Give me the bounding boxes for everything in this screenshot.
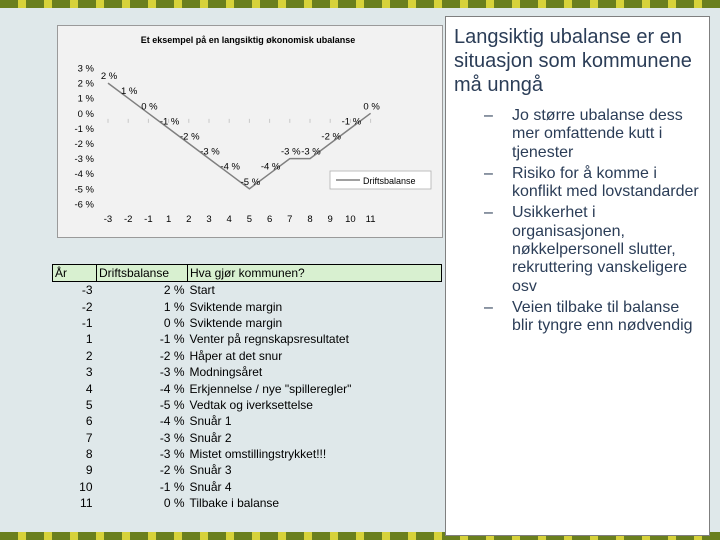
cell-action: Vedtak og iverksettelse bbox=[189, 397, 313, 412]
cell-year: 6 bbox=[85, 414, 93, 429]
reference-marks bbox=[108, 119, 371, 123]
y-tick-label: -4 % bbox=[74, 169, 94, 181]
table-row bbox=[53, 298, 442, 314]
y-tick-label: 0 % bbox=[77, 108, 94, 120]
cell-action: Snuår 1 bbox=[189, 414, 232, 429]
chart-title: Et eksempel på en langsiktig økonomisk ubalanse bbox=[140, 35, 356, 45]
legend-label: Driftsbalanse bbox=[363, 176, 416, 186]
data-labels bbox=[101, 71, 381, 188]
cell-value: -2 % bbox=[159, 348, 185, 363]
x-axis bbox=[104, 214, 376, 225]
x-tick-label: 11 bbox=[365, 214, 376, 225]
data-label: -4 % bbox=[260, 161, 281, 173]
x-tick-label: -3 bbox=[103, 214, 113, 225]
data-label: -3 % bbox=[200, 146, 220, 158]
table-row bbox=[53, 397, 442, 413]
data-label: -4 % bbox=[220, 161, 240, 173]
bullet-dash: – bbox=[484, 164, 493, 182]
x-tick-label: 10 bbox=[345, 214, 356, 225]
x-tick-label: 1 bbox=[165, 214, 172, 225]
header-year: År bbox=[53, 265, 97, 282]
bullet-item bbox=[454, 107, 701, 162]
data-label: -2 % bbox=[180, 131, 200, 143]
cell-action: Snuår 3 bbox=[189, 463, 232, 478]
bullet-dash: – bbox=[484, 298, 493, 316]
table-row bbox=[53, 479, 442, 495]
table-row bbox=[53, 282, 442, 299]
table-row bbox=[53, 315, 442, 331]
data-label: 2 % bbox=[100, 71, 118, 83]
cell-year: -3 bbox=[81, 283, 93, 298]
y-tick-label: -3 % bbox=[74, 154, 94, 166]
cell-year: 5 bbox=[85, 397, 93, 412]
x-tick-label: 3 bbox=[206, 214, 212, 225]
bullet-item bbox=[454, 165, 701, 202]
y-tick-label: 1 % bbox=[77, 93, 94, 105]
table-row bbox=[53, 446, 442, 462]
data-label: -3 % bbox=[281, 146, 301, 158]
cell-value: -3 % bbox=[159, 365, 185, 380]
table-row bbox=[53, 462, 442, 478]
table-row bbox=[53, 430, 442, 446]
line-chart bbox=[58, 26, 442, 237]
data-label: -1 % bbox=[159, 116, 180, 128]
cell-value: -2 % bbox=[159, 463, 185, 478]
header-action: Hva gjør kommunen? bbox=[188, 265, 442, 282]
chart-container bbox=[57, 25, 443, 238]
text-panel bbox=[445, 16, 710, 536]
legend bbox=[330, 171, 431, 189]
x-tick-label: -2 bbox=[123, 214, 133, 225]
y-tick-label: -5 % bbox=[74, 184, 94, 196]
data-label: 0 % bbox=[141, 101, 158, 113]
table-row bbox=[53, 413, 442, 429]
data-label: -3 % bbox=[301, 146, 321, 158]
cell-year: 3 bbox=[85, 365, 93, 380]
cell-value: 0 % bbox=[163, 315, 185, 330]
cell-year: 11 bbox=[80, 496, 93, 511]
x-tick-label: 2 bbox=[186, 214, 192, 225]
bullet-list bbox=[454, 107, 701, 336]
table-row bbox=[53, 348, 442, 364]
y-tick-label: -6 % bbox=[74, 199, 94, 211]
cell-value: -4 % bbox=[159, 414, 185, 429]
y-tick-label: -2 % bbox=[74, 139, 94, 150]
cell-year: -2 bbox=[81, 299, 93, 314]
cell-action: Snuår 4 bbox=[189, 479, 232, 494]
table-row bbox=[53, 364, 442, 380]
bullet-item bbox=[454, 204, 701, 295]
cell-year: 2 bbox=[85, 348, 93, 363]
cell-value: -1 % bbox=[159, 479, 185, 494]
table-row bbox=[53, 380, 442, 396]
cell-value: -4 % bbox=[159, 381, 185, 396]
y-tick-label: 2 % bbox=[77, 78, 94, 90]
panel-title: Langsiktig ubalanse er en situasjon som kommunene må unngå bbox=[454, 26, 692, 96]
cell-year: -1 bbox=[81, 315, 93, 330]
cell-year: 7 bbox=[85, 430, 93, 445]
header-value: Driftsbalanse bbox=[97, 265, 188, 282]
cell-action: Start bbox=[189, 283, 215, 298]
cell-year: 8 bbox=[85, 447, 93, 462]
x-tick-label: 6 bbox=[266, 214, 273, 225]
table-body bbox=[53, 282, 442, 512]
cell-value: 1 % bbox=[163, 299, 185, 314]
data-label: 0 % bbox=[363, 101, 380, 113]
data-label: 1 % bbox=[121, 86, 138, 98]
cell-value: 0 % bbox=[163, 496, 185, 511]
cell-action: Håper at det snur bbox=[189, 348, 283, 363]
table-row bbox=[53, 495, 442, 511]
cell-action: Mistet omstillingstrykket!!! bbox=[189, 447, 327, 462]
cell-year: 1 bbox=[85, 332, 93, 347]
bullet-text: Jo større ubalanse dess mer omfattende kutt i tjenester bbox=[512, 107, 683, 161]
data-label: -2 % bbox=[321, 131, 341, 143]
cell-value: -3 % bbox=[159, 447, 185, 462]
bullet-dash: – bbox=[484, 107, 493, 124]
cell-value: 2 % bbox=[163, 283, 185, 298]
y-tick-label: 3 % bbox=[77, 63, 94, 75]
x-tick-label: -1 bbox=[144, 214, 153, 225]
bullet-text: Veien tilbake til balanse blir tyngre enn nødvendig bbox=[512, 298, 693, 335]
cell-action: Erkjennelse / nye "spilleregler" bbox=[189, 381, 352, 396]
y-axis bbox=[74, 64, 94, 211]
table-header-row bbox=[53, 265, 442, 282]
cell-value: -1 % bbox=[159, 332, 185, 347]
cell-action: Sviktende margin bbox=[189, 299, 283, 314]
cell-action: Tilbake i balanse bbox=[189, 496, 280, 511]
y-tick-label: -1 % bbox=[74, 123, 94, 135]
cell-action: Venter på regnskapsresultatet bbox=[189, 332, 349, 347]
data-table bbox=[52, 264, 442, 511]
bullet-text: Risiko for å komme i konflikt med lovstandarder bbox=[512, 164, 699, 201]
cell-year: 9 bbox=[85, 463, 93, 478]
x-tick-label: 7 bbox=[287, 214, 293, 225]
bullet-text: Usikkerhet i organisasjonen, nøkkelpersonell slutter, rekruttering vanskeligere osv bbox=[512, 204, 688, 295]
data-label: -5 % bbox=[240, 176, 261, 188]
cell-value: -5 % bbox=[159, 397, 185, 412]
table-row bbox=[53, 331, 442, 347]
x-tick-label: 9 bbox=[327, 214, 333, 225]
cell-action: Snuår 2 bbox=[189, 430, 232, 445]
x-tick-label: 8 bbox=[307, 214, 313, 225]
x-tick-label: 5 bbox=[246, 214, 253, 225]
cell-action: Modningsåret bbox=[189, 365, 263, 380]
cell-action: Sviktende margin bbox=[189, 315, 283, 330]
data-label: -1 % bbox=[341, 116, 362, 128]
bullet-dash: – bbox=[484, 204, 493, 222]
cell-value: -3 % bbox=[159, 430, 185, 445]
x-tick-label: 4 bbox=[226, 214, 232, 225]
bullet-item bbox=[454, 299, 701, 336]
cell-year: 10 bbox=[79, 479, 93, 494]
cell-year: 4 bbox=[85, 381, 93, 396]
top-stripe bbox=[0, 0, 720, 8]
